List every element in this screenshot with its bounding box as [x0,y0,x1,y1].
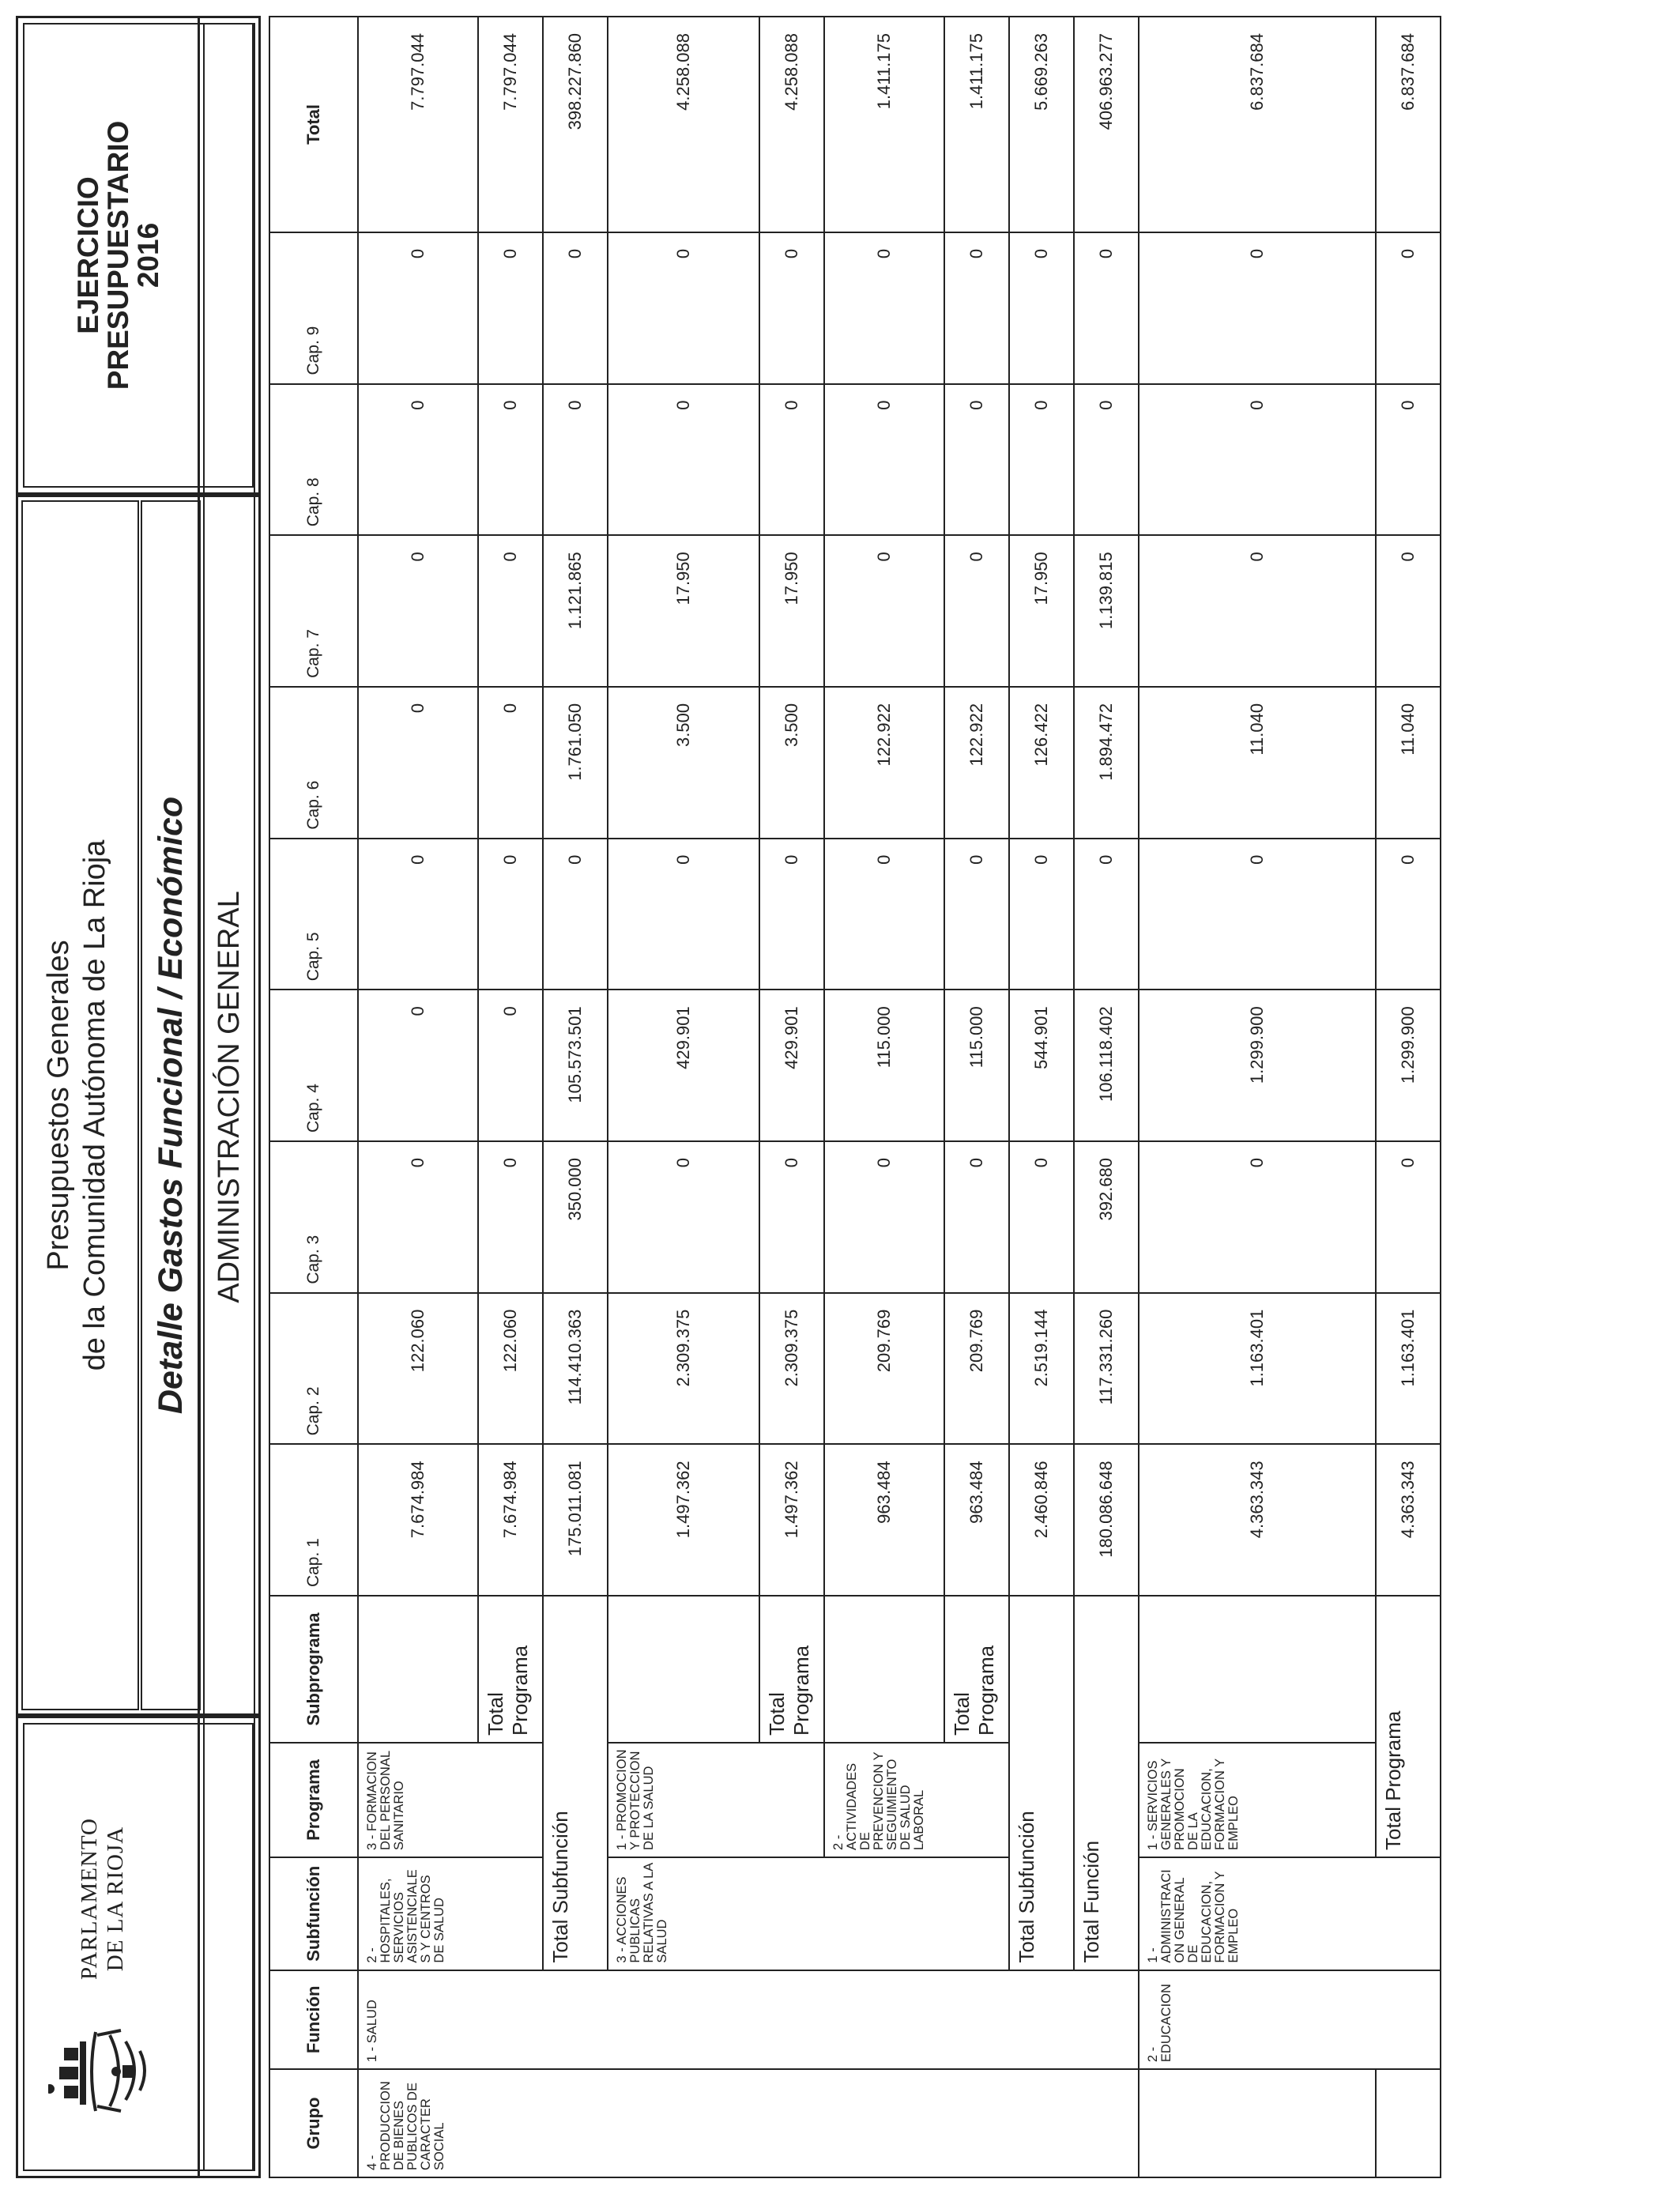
col-header-cap6: Cap. 6 [269,687,358,839]
value-cell: 0 [358,535,478,687]
value-cell: 209.769 [944,1293,1009,1445]
col-header-programa: Programa [269,1743,358,1857]
grupo-cell [1376,2069,1441,2177]
value-cell: 0 [1376,535,1441,687]
value-cell: 106.118.402 [1074,990,1139,1141]
col-header-grupo: Grupo [269,2069,358,2177]
value-cell: 0 [1009,839,1074,990]
value-cell: 0 [824,1141,944,1293]
value-cell: 963.484 [824,1444,944,1596]
programa-cell: 3 - FORMACION DEL PERSONAL SANITARIO [358,1743,543,1857]
total-programa-label: Total Programa [1376,1596,1441,1857]
value-cell: 0 [478,535,543,687]
funcion-cell: 2 - EDUCACION [1139,1970,1441,2070]
value-cell: 4.258.088 [759,17,824,232]
value-cell: 3.500 [608,687,759,839]
value-cell: 11.040 [1376,687,1441,839]
value-cell: 0 [1074,384,1139,536]
value-cell: 963.484 [944,1444,1009,1596]
value-cell: 175.011.081 [543,1444,608,1596]
value-cell: 115.000 [824,990,944,1141]
col-header-cap3: Cap. 3 [269,1141,358,1293]
subprograma-cell [1139,1596,1376,1743]
value-cell: 4.363.343 [1139,1444,1376,1596]
value-cell: 0 [1074,232,1139,384]
total-subfuncion-label: Total Subfunción [1009,1596,1074,1970]
table-row [824,17,944,2177]
subprograma-cell [824,1596,944,1743]
value-cell: 0 [478,839,543,990]
col-header-subprograma: Subprograma [269,1596,358,1743]
subfuncion-cell: 2 - HOSPITALES, SERVICIOS ASISTENCIALE S Y CENTROS DE SALUD [358,1857,543,1970]
subfuncion-cell: 3 - ACCIONES PUBLICAS RELATIVAS A LA SALUD [608,1857,1009,1970]
value-cell: 0 [824,839,944,990]
value-cell: 0 [759,384,824,536]
value-cell: 0 [1376,384,1441,536]
value-cell: 0 [759,232,824,384]
value-cell: 1.894.472 [1074,687,1139,839]
value-cell: 4.363.343 [1376,1444,1441,1596]
value-cell: 0 [944,1141,1009,1293]
value-cell: 1.497.362 [608,1444,759,1596]
col-header-cap5: Cap. 5 [269,839,358,990]
subprograma-cell [358,1596,478,1743]
value-cell: 398.227.860 [543,17,608,232]
value-cell: 0 [608,232,759,384]
org-name [77,1818,129,1980]
col-header-cap9: Cap. 9 [269,232,358,384]
value-cell: 117.331.260 [1074,1293,1139,1445]
funcion-cell: 1 - SALUD [358,1970,1139,2070]
total-programa-label: Total Programa [944,1596,1009,1743]
value-cell: 0 [358,232,478,384]
value-cell: 1.163.401 [1376,1293,1441,1445]
col-header-subfuncion: Subfunción [269,1857,358,1970]
budget-label-line2: PRESUPUESTARIO [102,120,134,390]
value-cell: 1.411.175 [824,17,944,232]
value-cell: 2.460.846 [1009,1444,1074,1596]
value-cell: 0 [478,384,543,536]
doc-title-line1: Presupuestos Generales [42,940,75,1271]
total-subfuncion-label: Total Subfunción [543,1596,608,1970]
col-header-cap4: Cap. 4 [269,990,358,1141]
doc-title-line2: de la Comunidad Autónoma de La Rioja [78,839,111,1371]
value-cell: 544.901 [1009,990,1074,1141]
value-cell: 0 [759,839,824,990]
value-cell: 7.797.044 [478,17,543,232]
parliament-emblem [48,2011,159,2122]
value-cell: 0 [608,384,759,536]
value-cell: 0 [543,232,608,384]
total-subfuncion-row [543,17,608,2177]
value-cell: 122.922 [944,687,1009,839]
total-subfuncion-row [1009,17,1074,2177]
table-row [1139,17,1376,2177]
total-funcion-label: Total Función [1074,1596,1139,1970]
value-cell: 0 [824,384,944,536]
value-cell: 1.497.362 [759,1444,824,1596]
grupo-cell: 4 - PRODUCCION DE BIENES PUBLICOS DE CARACTER SOCIAL [358,2069,1139,2177]
value-cell: 115.000 [944,990,1009,1141]
total-programa-row [1376,17,1441,2177]
value-cell: 114.410.363 [543,1293,608,1445]
value-cell: 6.837.684 [1376,17,1441,232]
programa-cell: 2 - ACTIVIDADES DE PREVENCION Y SEGUIMIENTO DE SALUD LABORAL [824,1743,1009,1857]
value-cell: 0 [824,232,944,384]
value-cell: 0 [1139,232,1376,384]
table-row [608,17,759,2177]
value-cell: 0 [944,232,1009,384]
subprograma-cell [608,1596,759,1743]
value-cell: 0 [1376,839,1441,990]
value-cell: 209.769 [824,1293,944,1445]
value-cell: 0 [1074,839,1139,990]
value-cell: 429.901 [759,990,824,1141]
value-cell: 122.922 [824,687,944,839]
total-programa-label: Total Programa [759,1596,824,1743]
programa-cell: 1 - PROMOCION Y PROTECCION DE LA SALUD [608,1743,824,1857]
value-cell: 350.000 [543,1141,608,1293]
value-cell: 1.163.401 [1139,1293,1376,1445]
programa-cell: 1 - SERVICIOS GENERALES Y PROMOCION DE LA EDUCACION, FORMACION Y EMPLEO [1139,1743,1376,1857]
org-name-line2: DE LA RIOJA [103,1826,128,1972]
value-cell: 0 [944,384,1009,536]
value-cell: 6.837.684 [1139,17,1376,232]
value-cell: 0 [478,232,543,384]
value-cell: 0 [1376,1141,1441,1293]
value-cell: 180.086.648 [1074,1444,1139,1596]
table-header-row [269,17,358,2177]
value-cell: 0 [543,839,608,990]
value-cell: 0 [759,1141,824,1293]
value-cell: 0 [608,839,759,990]
value-cell: 0 [944,535,1009,687]
value-cell: 0 [1009,1141,1074,1293]
value-cell: 1.121.865 [543,535,608,687]
section-title: ADMINISTRACIÓN GENERAL [213,891,246,1303]
value-cell: 0 [358,990,478,1141]
budget-label-line1: EJERCICIO [72,176,104,334]
col-header-total: Total [269,17,358,232]
table-row [358,17,478,2177]
total-funcion-row [1074,17,1139,2177]
value-cell: 7.797.044 [358,17,478,232]
subfuncion-cell: 1 - ADMINISTRACI ON GENERAL DE EDUCACION, FORMACION Y EMPLEO [1139,1857,1441,1970]
value-cell: 0 [478,1141,543,1293]
value-cell: 11.040 [1139,687,1376,839]
value-cell: 406.963.277 [1074,17,1139,232]
value-cell: 0 [478,990,543,1141]
value-cell: 392.680 [1074,1141,1139,1293]
value-cell: 17.950 [759,535,824,687]
value-cell: 2.309.375 [759,1293,824,1445]
section-title-box [198,16,261,2178]
value-cell: 0 [1139,384,1376,536]
value-cell: 0 [1139,839,1376,990]
value-cell: 7.674.984 [478,1444,543,1596]
value-cell: 17.950 [1009,535,1074,687]
value-cell: 7.674.984 [358,1444,478,1596]
col-header-cap1: Cap. 1 [269,1444,358,1596]
value-cell: 126.422 [1009,687,1074,839]
value-cell: 0 [824,535,944,687]
value-cell: 0 [1009,384,1074,536]
budget-year: 2016 [132,222,164,288]
value-cell: 0 [358,839,478,990]
value-cell: 4.258.088 [608,17,759,232]
value-cell: 1.299.900 [1139,990,1376,1141]
value-cell: 0 [1009,232,1074,384]
value-cell: 0 [608,1141,759,1293]
col-header-cap2: Cap. 2 [269,1293,358,1445]
value-cell: 122.060 [478,1293,543,1445]
value-cell: 0 [478,687,543,839]
col-header-cap7: Cap. 7 [269,535,358,687]
value-cell: 3.500 [759,687,824,839]
value-cell: 0 [1376,232,1441,384]
grupo-cell [1139,2069,1376,2177]
value-cell: 0 [358,687,478,839]
value-cell: 122.060 [358,1293,478,1445]
value-cell: 17.950 [608,535,759,687]
value-cell: 5.669.263 [1009,17,1074,232]
value-cell: 1.139.815 [1074,535,1139,687]
budget-table [269,16,1441,2178]
value-cell: 0 [1139,535,1376,687]
value-cell: 1.299.900 [1376,990,1441,1141]
value-cell: 0 [358,384,478,536]
value-cell: 105.573.501 [543,990,608,1141]
value-cell: 1.761.050 [543,687,608,839]
value-cell: 2.519.144 [1009,1293,1074,1445]
total-programa-label: Total Programa [478,1596,543,1743]
value-cell: 0 [944,839,1009,990]
value-cell: 0 [1139,1141,1376,1293]
value-cell: 429.901 [608,990,759,1141]
value-cell: 2.309.375 [608,1293,759,1445]
value-cell: 0 [358,1141,478,1293]
col-header-cap8: Cap. 8 [269,384,358,536]
value-cell: 0 [543,384,608,536]
doc-subtitle: Detalle Gastos Funcional / Económico [152,796,190,1415]
org-name-line1: PARLAMENTO [77,1818,102,1980]
col-header-funcion: Función [269,1970,358,2070]
value-cell: 1.411.175 [944,17,1009,232]
